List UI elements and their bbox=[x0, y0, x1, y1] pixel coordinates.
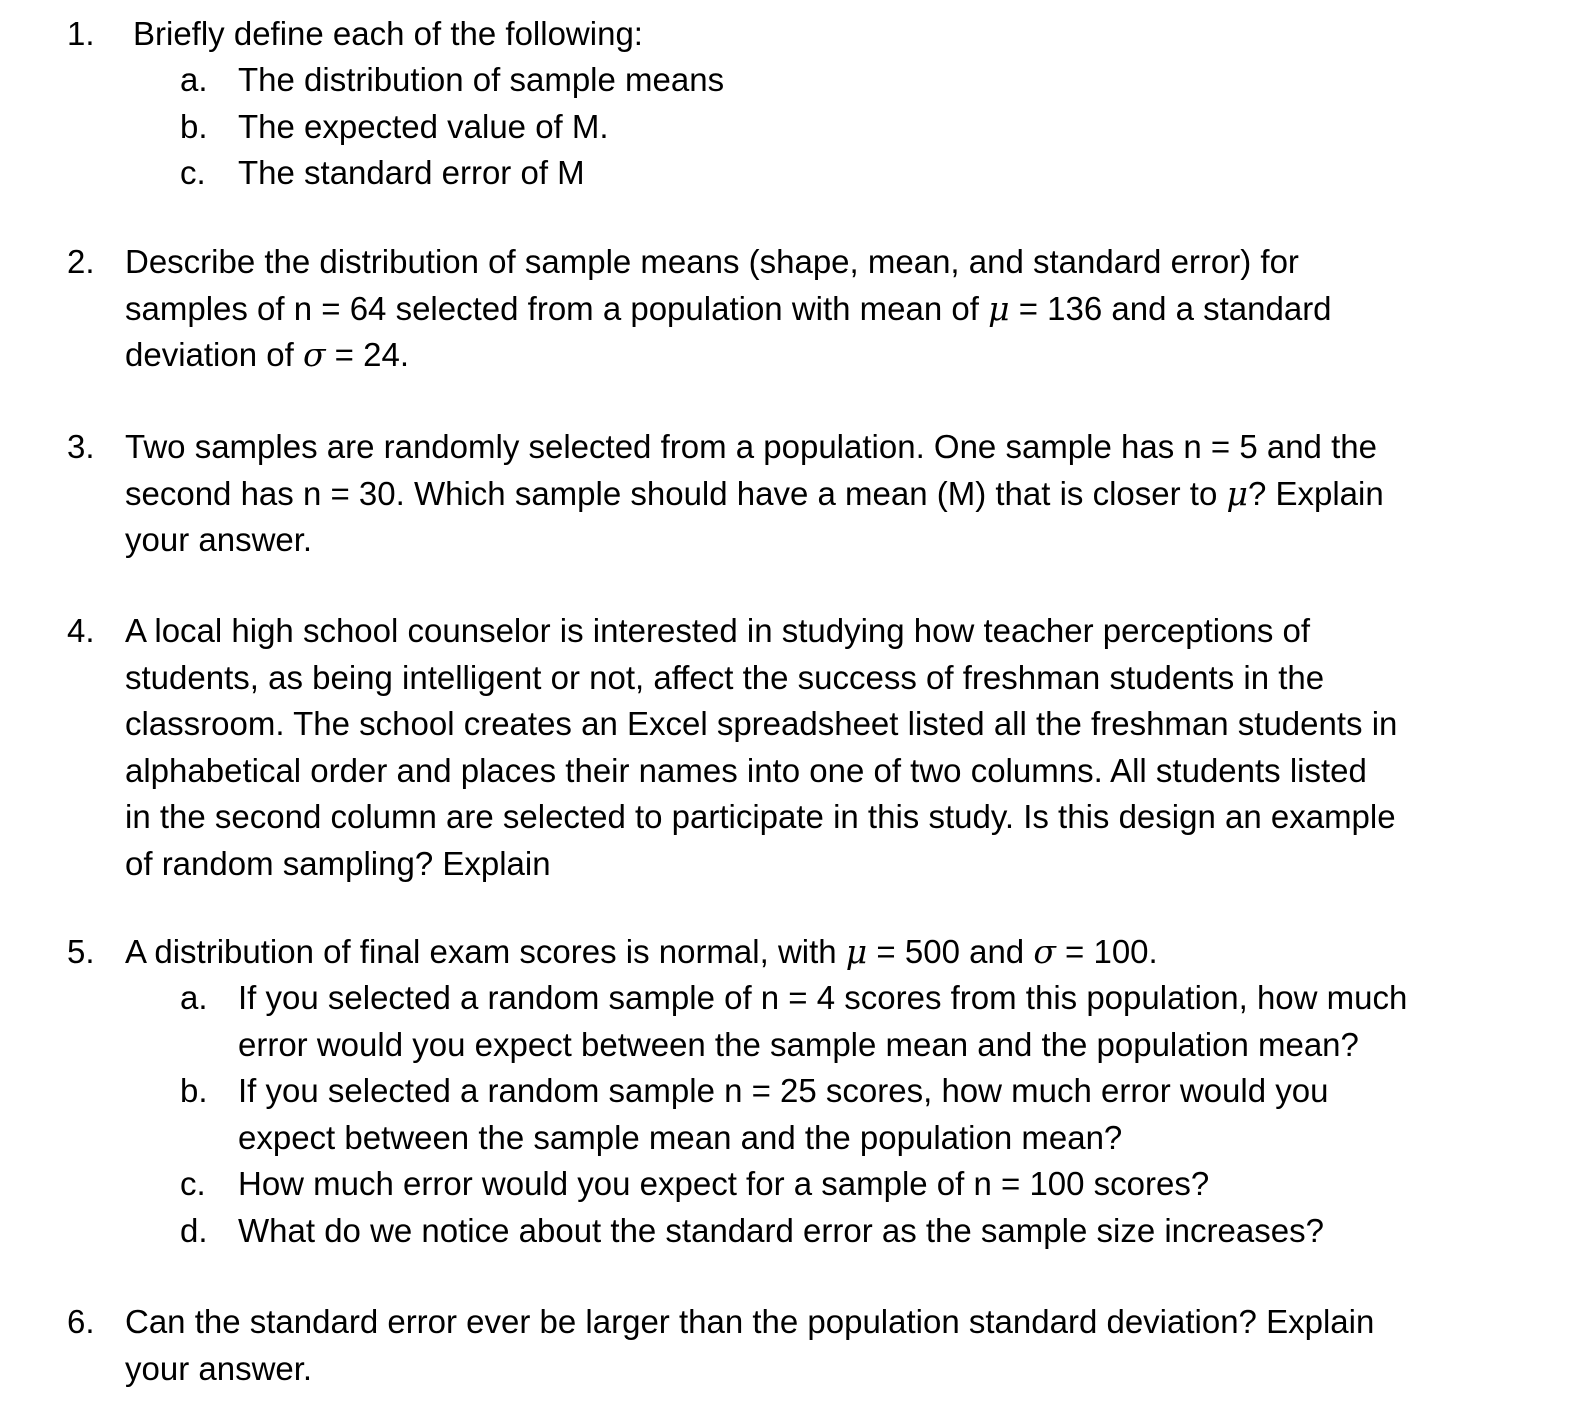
subitem-line: If you selected a random sample of n = 4 scores from this population, how much bbox=[238, 979, 1408, 1016]
subitem-b bbox=[0, 1068, 1580, 1161]
question-number: 3. bbox=[67, 428, 95, 465]
subitem-text: The distribution of sample means bbox=[238, 61, 725, 98]
question-line: students, as being intelligent or not, affect the success of freshman students in the bbox=[125, 658, 1325, 696]
subitem-letter: d. bbox=[180, 1211, 208, 1249]
question-line: your answer. bbox=[125, 1349, 313, 1387]
question-number: 2. bbox=[67, 243, 95, 280]
subitem-text: The standard error of M bbox=[238, 154, 585, 191]
subitem-text: The expected value of M. bbox=[238, 107, 609, 145]
subitem-a bbox=[0, 975, 1580, 1068]
subitem-c bbox=[0, 1161, 1580, 1208]
subitem-c bbox=[0, 150, 1580, 197]
subitem-letter: b. bbox=[180, 1072, 208, 1109]
subitem-letter: a. bbox=[180, 979, 208, 1016]
question-line: in the second column are selected to participate in this study. Is this design an example bbox=[125, 798, 1396, 835]
subitem-letter: c. bbox=[180, 1165, 206, 1202]
subitem-a bbox=[0, 57, 1580, 104]
question-line: second has n = 30. Which sample should have a mean (M) that is closer to μ? Explain bbox=[125, 473, 1384, 513]
question-number: 4. bbox=[67, 612, 95, 649]
question-line: A local high school counselor is interested in studying how teacher perceptions of bbox=[125, 612, 1311, 649]
question-text bbox=[125, 424, 1545, 564]
subitem-b bbox=[0, 104, 1580, 151]
question-number: 5. bbox=[67, 933, 95, 970]
question-text bbox=[125, 1299, 1545, 1392]
question-line: Can the standard error ever be larger than the population standard deviation? Explain bbox=[125, 1303, 1375, 1340]
question-line: of random sampling? Explain bbox=[125, 844, 551, 882]
question-1-subitems bbox=[0, 57, 1580, 197]
subitem-letter: a. bbox=[180, 61, 208, 98]
subitem-line: expect between the sample mean and the population mean? bbox=[238, 1118, 1123, 1156]
question-line: your answer. bbox=[125, 521, 313, 558]
question-text bbox=[133, 11, 1553, 58]
question-line: Briefly define each of the following: bbox=[133, 15, 643, 52]
question-line: Describe the distribution of sample means (shape, mean, and standard error) for bbox=[125, 243, 1299, 280]
subitem-letter: c. bbox=[180, 154, 206, 191]
question-5-subitems bbox=[0, 975, 1580, 1254]
question-number: 1. bbox=[67, 15, 95, 52]
question-line: classroom. The school creates an Excel spreadsheet listed all the freshman students in bbox=[125, 705, 1398, 742]
question-text bbox=[125, 929, 1545, 976]
question-line: A distribution of final exam scores is normal, with μ = 500 and σ = 100. bbox=[125, 932, 1158, 971]
subitem-text bbox=[238, 1208, 1538, 1255]
question-line: Two samples are randomly selected from a population. One sample has n = 5 and the bbox=[125, 428, 1377, 465]
question-line: alphabetical order and places their names into one of two columns. All students listed bbox=[125, 751, 1367, 789]
subitem-text bbox=[238, 975, 1538, 1068]
subitem-letter: b. bbox=[180, 107, 208, 145]
question-line: samples of n = 64 selected from a population with mean of μ = 136 and a standard bbox=[125, 288, 1332, 328]
mu-symbol: μ bbox=[988, 288, 1010, 328]
question-text bbox=[125, 608, 1545, 887]
mu-symbol: μ bbox=[845, 932, 868, 971]
question-text bbox=[125, 239, 1545, 379]
subitem-line: What do we notice about the standard error as the sample size increases? bbox=[238, 1211, 1324, 1249]
subitem-line: How much error would you expect for a sample of n = 100 scores? bbox=[238, 1165, 1210, 1202]
subitem-line: If you selected a random sample n = 25 scores, how much error would you bbox=[238, 1072, 1329, 1109]
subitem-d bbox=[0, 1208, 1580, 1255]
subitem-line: error would you expect between the sample mean and the population mean? bbox=[238, 1025, 1359, 1063]
sigma-symbol: σ bbox=[1033, 932, 1056, 971]
mu-symbol: μ bbox=[1226, 473, 1248, 513]
subitem-text bbox=[238, 1068, 1538, 1161]
subitem-text bbox=[238, 1161, 1538, 1208]
question-line: deviation of σ = 24. bbox=[125, 335, 409, 374]
sigma-symbol: σ bbox=[302, 335, 326, 374]
question-number: 6. bbox=[67, 1303, 95, 1340]
